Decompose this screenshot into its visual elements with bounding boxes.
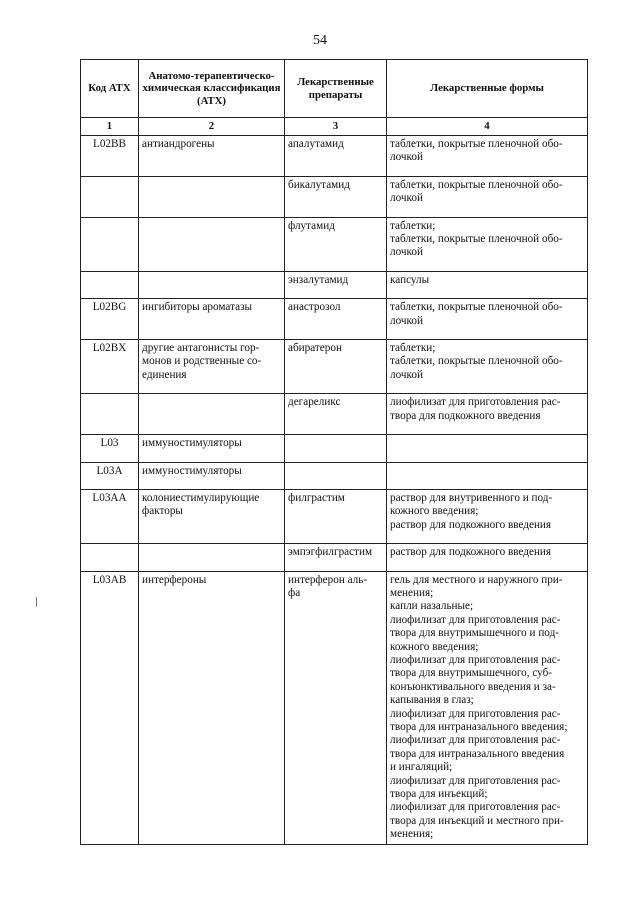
- drug-cell: абиратерон: [285, 340, 387, 394]
- scan-mark: [36, 597, 37, 607]
- classification-cell: колониестимулирующие факторы: [139, 489, 285, 543]
- forms-cell: таблетки, покрытые пленочной обо- лочкой: [387, 176, 588, 217]
- drug-cell: интерферон аль- фа: [285, 571, 387, 844]
- atx-code-cell: L03AA: [81, 489, 139, 543]
- table-row: [81, 544, 588, 571]
- atx-code-cell: [81, 544, 139, 571]
- atx-table: [80, 59, 588, 845]
- drug-cell: филграстим: [285, 489, 387, 543]
- atx-code-cell: L03: [81, 435, 139, 462]
- classification-cell: другие антагонисты гор- монов и родственные со- единения: [139, 340, 285, 394]
- atx-code-cell: [81, 271, 139, 298]
- drug-cell: флутамид: [285, 217, 387, 271]
- drug-cell: дегареликс: [285, 394, 387, 435]
- forms-cell: раствор для внутривенного и под- кожного введения; раствор для подкожного введения: [387, 489, 588, 543]
- atx-code-cell: [81, 394, 139, 435]
- table-row: [81, 299, 588, 340]
- header-classification: Анатомо-терапевтическо-химическая классификация (АТХ): [139, 60, 285, 118]
- table-row: [81, 136, 588, 177]
- atx-code-cell: [81, 217, 139, 271]
- classification-cell: антиандрогены: [139, 136, 285, 177]
- forms-cell: капсулы: [387, 271, 588, 298]
- forms-cell: гель для местного и наружного при- менения; капли назальные; лиофилизат для приготовления рас- твора для внутримышечного и под- кожного введения; лиофилизат для приготовления рас- твора для внутримышечного, суб- конъюнктивального введения и за- капывания в глаз; лиофилизат для приготовления рас- твора для интраназального введения; лиофилизат для приготовления рас- твора для интраназального введения и ингаляций; лиофилизат для приготовления рас- твора для инъекций; лиофилизат для приготовления рас- твора для инъекций и местного при- менения;: [387, 571, 588, 844]
- atx-code-cell: L02BG: [81, 299, 139, 340]
- classification-cell: ингибиторы ароматазы: [139, 299, 285, 340]
- table-row: [81, 340, 588, 394]
- forms-cell: таблетки, покрытые пленочной обо- лочкой: [387, 136, 588, 177]
- atx-code-cell: L03A: [81, 462, 139, 489]
- table-row: [81, 271, 588, 298]
- forms-cell: [387, 435, 588, 462]
- column-number: 3: [285, 118, 387, 136]
- column-number-row: [81, 118, 588, 136]
- forms-cell: таблетки; таблетки, покрытые пленочной обо- лочкой: [387, 217, 588, 271]
- drug-cell: апалутамид: [285, 136, 387, 177]
- table-row: [81, 489, 588, 543]
- table-row: [81, 435, 588, 462]
- classification-cell: иммуностимуляторы: [139, 462, 285, 489]
- classification-cell: интерфероны: [139, 571, 285, 844]
- forms-cell: таблетки; таблетки, покрытые пленочной обо- лочкой: [387, 340, 588, 394]
- drug-cell: бикалутамид: [285, 176, 387, 217]
- classification-cell: [139, 176, 285, 217]
- classification-cell: иммуностимуляторы: [139, 435, 285, 462]
- drug-cell: эмпэгфилграстим: [285, 544, 387, 571]
- classification-cell: [139, 544, 285, 571]
- column-number: 1: [81, 118, 139, 136]
- classification-cell: [139, 394, 285, 435]
- header-row: [81, 60, 588, 118]
- header-code: Код АТХ: [81, 60, 139, 118]
- table-row: [81, 217, 588, 271]
- table-row: [81, 394, 588, 435]
- header-forms: Лекарственные формы: [387, 60, 588, 118]
- column-number: 4: [387, 118, 588, 136]
- drug-cell: энзалутамид: [285, 271, 387, 298]
- table-row: [81, 571, 588, 844]
- atx-code-cell: L02BX: [81, 340, 139, 394]
- atx-code-cell: L03AB: [81, 571, 139, 844]
- table-row: [81, 462, 588, 489]
- table-row: [81, 176, 588, 217]
- forms-cell: таблетки, покрытые пленочной обо- лочкой: [387, 299, 588, 340]
- drug-cell: [285, 462, 387, 489]
- drug-cell: [285, 435, 387, 462]
- classification-cell: [139, 271, 285, 298]
- forms-cell: раствор для подкожного введения: [387, 544, 588, 571]
- atx-code-cell: L02BB: [81, 136, 139, 177]
- page-number: 54: [313, 33, 327, 48]
- forms-cell: лиофилизат для приготовления рас- твора для подкожного введения: [387, 394, 588, 435]
- classification-cell: [139, 217, 285, 271]
- forms-cell: [387, 462, 588, 489]
- drug-cell: анастрозол: [285, 299, 387, 340]
- atx-code-cell: [81, 176, 139, 217]
- header-drugs: Лекарственные препараты: [285, 60, 387, 118]
- column-number: 2: [139, 118, 285, 136]
